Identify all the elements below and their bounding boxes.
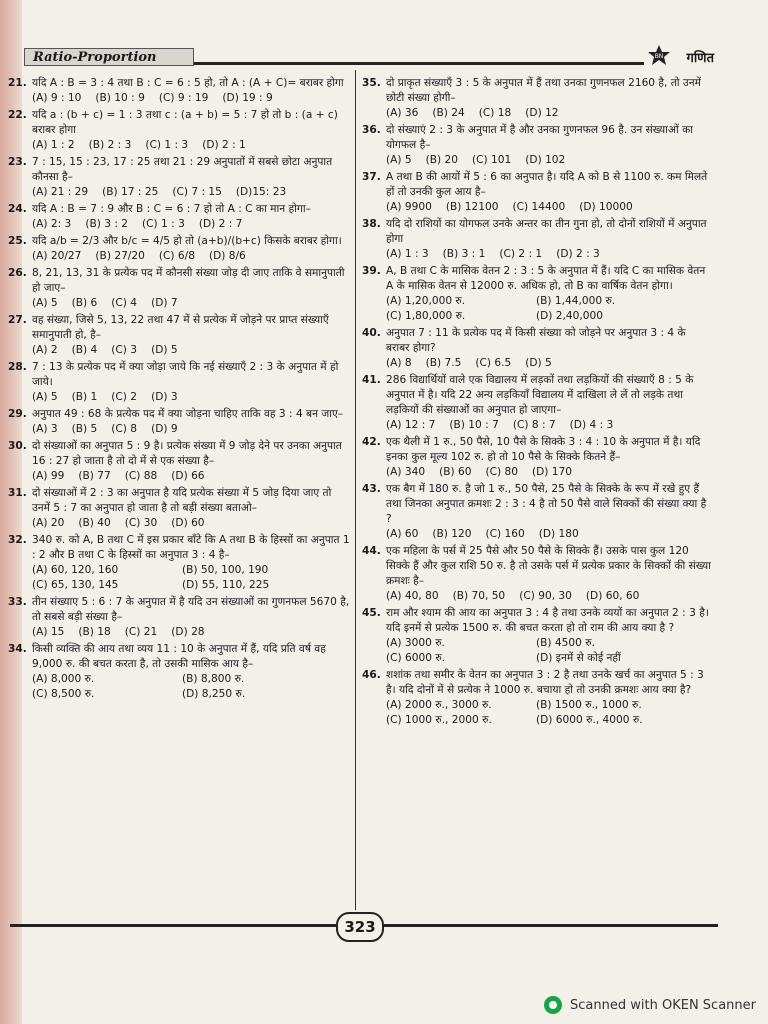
answer-option: (D) 10000 [579,201,633,213]
question-text: शशांक तथा समीर के वेतन का अनुपात 3 : 2 है तथा उनके खर्च का अनुपात 5 : 3 है। यदि दोनों में से प्रत्येक ने 1000 रु. बचाया हो तो उनकी क्रमशः आय क्या है? [386,669,704,696]
options-row [32,516,350,531]
question-item [8,360,350,405]
answer-option: (D) 5 [151,344,178,356]
options-row [32,625,350,640]
answer-option: (D) 60, 60 [585,590,640,602]
question-item [362,668,712,728]
answer-option: (A) 60 [386,528,419,540]
answer-option: (A) 1 : 2 [32,139,75,151]
answer-option: (D)15: 23 [235,186,287,198]
question-text: 7 : 13 के प्रत्येक पद में क्या जोड़ा जाये कि नई संख्याएँ 2 : 3 के अनुपात में हो जाये। [32,361,339,388]
question-text: 7 : 15, 15 : 23, 17 : 25 तथा 21 : 29 अनुपातों में सबसे छोटा अनुपात कौनसा है– [32,156,333,183]
answer-option: (A) 1,20,000 रु. [386,295,466,307]
question-text: A तथा B की आयों में 5 : 6 का अनुपात है। यदि A को B से 1100 रु. कम मिलते हों तो उनकी कुल आय है– [386,171,708,198]
question-text: 286 विद्यार्थियों वाले एक विद्यालय में लड़कों तथा लड़कियों की संख्याएँ 8 : 5 के अनुपात में है। यदि 22 अन्य लड़कियाँ विद्यालय में दाखिला ले लें तो लड़के तथा लड़कियों की संख्याओं का अनुपात हो जाएगा– [386,374,694,416]
question-item [362,373,712,433]
question-text: A, B तथा C के मासिक वेतन 2 : 3 : 5 के अनुपात में हैं। यदि C का मासिक वेतन A के मासिक वेतन से 12000 रु. अधिक हो, तो B का वार्षिक वेतन होगा। [386,265,706,292]
answer-option: (C) 2 : 1 [499,248,543,260]
question-text: राम और श्याम की आय का अनुपात 3 : 4 है तथा उनके व्ययों का अनुपात 2 : 3 है। यदि इनमें से प्रत्येक 1500 रु. की बचत करता हो तो राम की आय क्या है ? [386,607,709,634]
answer-option: (B) 1500 रु., 1000 रु. [536,699,642,711]
question-item [8,313,350,358]
question-number: 31. [8,487,27,499]
answer-option: (A) 5 [386,154,412,166]
left-question-column [8,76,350,704]
question-item [8,76,350,106]
answer-option: (D) 2,40,000 [536,310,603,322]
question-text: अनुपात 7 : 11 के प्रत्येक पद में किसी संख्या को जोड़ने पर अनुपात 3 : 4 के बराबर होगा? [386,327,686,354]
answer-option: (B) 20 [425,154,459,166]
answer-option: (B) 10 : 7 [449,419,499,431]
answer-option: (A) 21 : 29 [32,186,89,198]
answer-option: (B) 17 : 25 [102,186,159,198]
answer-option: (B) 4500 रु. [536,637,595,649]
answer-option: (C) 8,500 रु. [32,688,95,700]
question-item [8,486,350,531]
answer-option: (C) 2 [111,391,138,403]
answer-option: (C) 1,80,000 रु. [386,310,466,322]
options-row [386,247,712,262]
answer-option: (A) 20/27 [32,250,82,262]
question-number: 46. [362,669,381,681]
answer-option: (D) 2 : 7 [198,218,243,230]
question-text: यदि a/b = 2/3 और b/c = 4/5 हो तो (a+b)/(b+c) किसके बराबर होगा। [32,235,342,247]
question-item [8,407,350,437]
options-row [386,698,712,728]
answer-option: (D) 7 [151,297,178,309]
answer-option: (A) 2000 रु., 3000 रु. [386,699,492,711]
question-item [362,123,712,168]
options-row [386,200,712,215]
question-text: यदि दो राशियों का योगफल उनके अन्तर का तीन गुना हो, तो दोनों राशियों में अनुपात होगा [386,218,707,245]
answer-option: (D) 66 [171,470,205,482]
answer-option: (B) 120 [432,528,472,540]
question-number: 30. [8,440,27,452]
question-item [362,482,712,542]
answer-option: (D) 180 [538,528,579,540]
question-number: 36. [362,124,381,136]
question-number: 43. [362,483,381,495]
options-row [32,672,350,702]
answer-option: (A) 99 [32,470,65,482]
answer-option: (D) 55, 110, 225 [182,579,270,591]
answer-option: (C) 1 : 3 [142,218,185,230]
question-number: 38. [362,218,381,230]
question-number: 26. [8,267,27,279]
answer-option: (C) 101 [472,154,512,166]
answer-option: (B) 40 [78,517,111,529]
answer-option: (D) 28 [171,626,205,638]
answer-option: (C) 9 : 19 [158,92,209,104]
question-item [362,264,712,324]
answer-option: (B) 4 [71,344,98,356]
answer-option: (C) 160 [485,528,525,540]
question-text: यदि A : B = 3 : 4 तथा B : C = 6 : 5 हो, तो A : (A + C)= बराबर होगा [32,77,344,89]
answer-option: (C) 6000 रु. [386,652,446,664]
answer-option: (D) 2 : 1 [202,139,246,151]
question-text: दो प्राकृत संख्याएँ 3 : 5 के अनुपात में हैं तथा उनका गुणनफल 2160 है, तो उनमें छोटी संख्या होगी– [386,77,701,104]
question-number: 32. [8,534,27,546]
options-row [32,469,350,484]
answer-option: (B) 1 [71,391,98,403]
answer-option: (A) 60, 120, 160 [32,564,119,576]
options-row [386,106,712,121]
question-item [8,533,350,593]
question-text: एक महिला के पर्स में 25 पैसे और 50 पैसे के सिक्के हैं। उसके पास कुल 120 सिक्के हैं और कुल राशि 50 रु. है तो उसके पर्स में प्रत्येक प्रकार के सिक्कों की संख्या क्रमशः है– [386,545,711,587]
answer-option: (C) 80 [485,466,519,478]
answer-option: (A) 5 [32,297,58,309]
options-row [386,418,712,433]
question-text: वह संख्या, जिसे 5, 13, 22 तथा 47 में से प्रत्येक में जोड़ने पर प्राप्त संख्याएँ समानुपाती हो, है– [32,314,329,341]
question-item [8,595,350,640]
answer-option: (A) 15 [32,626,65,638]
answer-option: (B) 5 [71,423,98,435]
options-row [32,390,350,405]
question-text: दो संख्याओं में 2 : 3 का अनुपात है यदि प्रत्येक संख्या में 5 जोड़ दिया जाए तो उनमें 5 : 7 का अनुपात हो जाता है तो बड़ी संख्या बताओ– [32,487,332,514]
options-row [32,563,350,593]
question-number: 25. [8,235,27,247]
answer-option: (B) 2 : 3 [88,139,132,151]
question-item [362,326,712,371]
chapter-title: Ratio-Proportion [24,48,194,66]
answer-option: (A) 9900 [386,201,432,213]
question-number: 33. [8,596,27,608]
options-row [32,343,350,358]
answer-option: (D) 8,250 रु. [182,688,246,700]
answer-option: (C) 88 [124,470,158,482]
column-divider [355,70,356,910]
options-row [32,296,350,311]
options-row [386,356,712,371]
answer-option: (D) 6000 रु., 4000 रु. [536,714,643,726]
answer-option: (B) 7.5 [425,357,462,369]
answer-option: (B) 12100 [445,201,499,213]
answer-option: (A) 340 [386,466,426,478]
question-item [362,170,712,215]
options-row [386,589,712,604]
page-number: 323 [336,912,384,942]
question-item [8,266,350,311]
question-item [8,155,350,200]
page-header [24,44,714,66]
options-row [32,185,350,200]
question-text: दो संख्याएं 2 : 3 के अनुपात में है और उनका गुणनफल 96 है. उन संख्याओं का योगफल है– [386,124,693,151]
answer-option: (C) 6/8 [158,250,195,262]
question-number: 21. [8,77,27,89]
answer-option: (B) 10 : 9 [95,92,145,104]
scanner-logo-icon [544,996,562,1014]
subject-label: गणित [686,51,714,66]
answer-option: (A) 8 [386,357,412,369]
answer-option: (C) 21 [124,626,158,638]
answer-option: (B) 18 [78,626,111,638]
scanner-watermark [544,996,756,1014]
answer-option: (B) 60 [439,466,472,478]
answer-option: (D) 2 : 3 [556,248,600,260]
question-number: 40. [362,327,381,339]
answer-option: (B) 1,44,000 रु. [536,295,616,307]
question-number: 29. [8,408,27,420]
answer-option: (A) 20 [32,517,65,529]
answer-option: (C) 7 : 15 [172,186,222,198]
options-row [386,636,712,666]
answer-option: (B) 3 : 2 [85,218,128,230]
options-row [386,153,712,168]
answer-option: (B) 77 [78,470,111,482]
answer-option: (B) 70, 50 [452,590,506,602]
answer-option: (B) 50, 100, 190 [182,564,269,576]
answer-option: (D) 8/6 [208,250,246,262]
answer-option: (B) 3 : 1 [442,248,486,260]
options-row [32,91,350,106]
answer-option: (C) 30 [124,517,158,529]
options-row [32,422,350,437]
question-text: यदि a : (b + c) = 1 : 3 तथा c : (a + b) = 5 : 7 हो तो b : (a + c) बराबर होगा [32,109,338,136]
options-row [32,138,350,153]
answer-option: (C) 4 [111,297,138,309]
question-text: किसी व्यक्ति की आय तथा व्यय 11 : 10 के अनुपात में हैं, यदि प्रति वर्ष वह 9,000 रु. की बचत करता है, तो उसकी मासिक आय है– [32,643,326,670]
question-number: 39. [362,265,381,277]
question-text: एक बैग में 180 रु. है जो 1 रु., 50 पैसे, 25 पैसे के सिक्के के रूप में रखे हुए हैं तथा जिनका अनुपात क्रमशः 2 : 3 : 4 है तो 50 पैसे वाले सिक्कों की संख्या क्या है ? [386,483,707,525]
right-question-column [362,76,712,730]
question-item [8,202,350,232]
answer-option: (D) 102 [525,154,566,166]
answer-option: (D) 9 [151,423,178,435]
answer-option: (D) 12 [525,107,559,119]
question-number: 24. [8,203,27,215]
answer-option: (B) 27/20 [95,250,145,262]
options-row [386,294,712,324]
answer-option: (A) 2 [32,344,58,356]
answer-option: (C) 6.5 [475,357,512,369]
question-number: 35. [362,77,381,89]
options-row [386,527,712,542]
question-item [362,544,712,604]
question-text: यदि A : B = 7 : 9 और B : C = 6 : 7 हो तो A : C का मान होगा– [32,203,311,215]
answer-option: (C) 1 : 3 [145,139,189,151]
answer-option: (D) 3 [151,391,178,403]
options-row [32,249,350,264]
question-item [8,234,350,264]
answer-option: (A) 5 [32,391,58,403]
question-number: 44. [362,545,381,557]
header-rule [194,62,644,65]
answer-option: (A) 9 : 10 [32,92,82,104]
question-number: 34. [8,643,27,655]
question-text: तीन संख्याए 5 : 6 : 7 के अनुपात में है यदि उन संख्याओं का गुणनफल 5670 है, तो सबसे बड़ी संख्या है– [32,596,350,623]
answer-option: (A) 8,000 रु. [32,673,95,685]
answer-option: (A) 3000 रु. [386,637,445,649]
question-number: 37. [362,171,381,183]
question-text: 340 रु. को A, B तथा C में इस प्रकार बाँटे कि A तथा B के हिस्सों का अनुपात 1 : 2 और B तथा C के हिस्सों का अनुपात 3 : 4 है– [32,534,350,561]
answer-option: (A) 1 : 3 [386,248,429,260]
answer-option: (B) 24 [432,107,465,119]
answer-option: (D) इनमें से कोई नहीं [536,652,621,664]
question-item [8,439,350,484]
answer-option: (C) 65, 130, 145 [32,579,119,591]
options-row [386,465,712,480]
question-number: 27. [8,314,27,326]
answer-option: (C) 18 [478,107,512,119]
answer-option: (C) 90, 30 [519,590,572,602]
answer-option: (C) 1000 रु., 2000 रु. [386,714,492,726]
answer-option: (A) 40, 80 [386,590,439,602]
answer-option: (D) 60 [171,517,205,529]
options-row [32,217,350,232]
answer-option: (A) 3 [32,423,58,435]
question-number: 23. [8,156,27,168]
question-text: दो संख्याओं का अनुपात 5 : 9 है। प्रत्येक संख्या में 9 जोड़ देने पर उनका अनुपात 16 : 27 हो जाता है तो दो में से एक संख्या है– [32,440,342,467]
question-number: 45. [362,607,381,619]
question-number: 28. [8,361,27,373]
answer-option: (A) 12 : 7 [386,419,436,431]
svg-text:BN: BN [654,53,664,60]
answer-option: (D) 5 [525,357,552,369]
answer-option: (B) 8,800 रु. [182,673,245,685]
question-item [8,108,350,153]
answer-option: (D) 170 [532,466,573,478]
question-item [362,435,712,480]
question-item [362,606,712,666]
question-item [8,642,350,702]
answer-option: (C) 14400 [512,201,566,213]
question-text: एक थैली में 1 रु., 50 पैसे, 10 पैसे के सिक्के 3 : 4 : 10 के अनुपात में है। यदि इनका कुल मूल्य 102 रु. हो तो 10 पैसे के सिक्के कितने हैं– [386,436,701,463]
question-text: 8, 21, 13, 31 के प्रत्येक पद में कौनसी संख्या जोड़ दी जाए ताकि वे समानुपाती हो जाए– [32,267,345,294]
scanner-text: Scanned with OKEN Scanner [570,997,756,1013]
question-text: अनुपात 49 : 68 के प्रत्येक पद में क्या जोड़ना चाहिए ताकि वह 3 : 4 बन जाए– [32,408,344,420]
answer-option: (D) 4 : 3 [569,419,614,431]
answer-option: (A) 36 [386,107,419,119]
question-number: 41. [362,374,381,386]
answer-option: (C) 8 : 7 [512,419,556,431]
answer-option: (C) 3 [111,344,138,356]
question-number: 22. [8,109,27,121]
question-number: 42. [362,436,381,448]
answer-option: (A) 2: 3 [32,218,72,230]
answer-option: (D) 19 : 9 [222,92,273,104]
question-item [362,217,712,262]
question-item [362,76,712,121]
answer-option: (B) 6 [71,297,98,309]
answer-option: (C) 8 [111,423,138,435]
publisher-logo-icon [644,44,674,66]
